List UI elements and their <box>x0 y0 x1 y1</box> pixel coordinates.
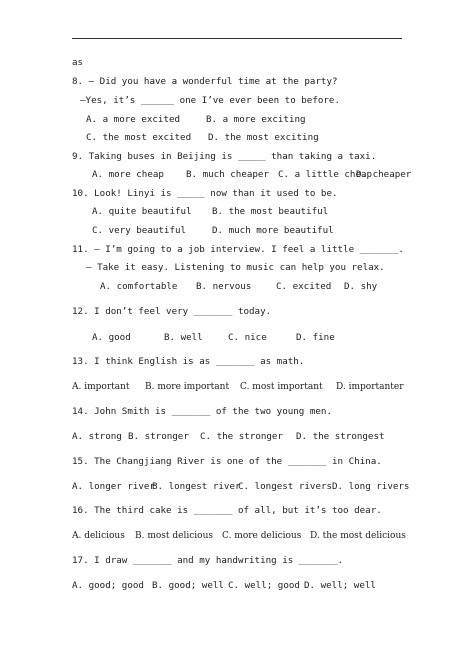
question-12-stem: 12. I don’t feel very _______ today. <box>72 306 272 317</box>
question-10-option-d: D. much more beautiful <box>212 225 334 236</box>
question-11-option-c: C. excited <box>276 281 332 292</box>
question-10-option-a: A. quite beautiful <box>92 206 192 217</box>
question-14-option-a: A. strong <box>72 431 122 442</box>
question-9-option-d: D. cheaper <box>356 169 412 180</box>
question-17-option-c: C. well; good <box>228 580 300 591</box>
question-9-option-a: A. more cheap <box>92 169 164 180</box>
question-15-option-b: B. longest river <box>152 481 241 492</box>
question-17-option-d: D. well; well <box>304 580 376 591</box>
question-15-stem: 15. The Changjiang River is one of the _______ in China. <box>72 456 382 467</box>
question-11-stem: 11. — I’m going to a job interview. I feel a little _______. <box>72 244 404 255</box>
question-12-option-c: C. nice <box>228 332 267 343</box>
question-11-option-a: A. comfortable <box>100 281 178 292</box>
question-13-option-a: A. important <box>72 382 130 392</box>
header-fragment: as <box>72 57 84 68</box>
question-11-stem2: — Take it easy. Listening to music can help you relax. <box>86 262 385 273</box>
header-rule <box>72 38 402 39</box>
question-8-stem2: —Yes, it’s ______ one I’ve ever been to before. <box>80 95 340 106</box>
question-16-stem: 16. The third cake is _______ of all, but it’s too dear. <box>72 505 382 516</box>
question-10-stem: 10. Look! Linyi is _____ now than it used to be. <box>72 188 338 199</box>
question-14-option-b: B. stronger <box>128 431 189 442</box>
question-13-option-d: D. importanter <box>336 382 404 392</box>
question-13-option-b: B. more important <box>145 382 230 392</box>
question-8-option-a: A. a more excited <box>86 114 181 125</box>
question-16-option-b: B. most delicious <box>135 531 213 541</box>
question-8-stem: 8. — Did you have a wonderful time at the party? <box>72 76 338 87</box>
question-13-option-c: C. most important <box>240 382 323 392</box>
question-12-option-b: B. well <box>164 332 203 343</box>
question-8-option-b: B. a more exciting <box>206 114 306 125</box>
question-10-option-b: B. the most beautiful <box>212 206 329 217</box>
question-17-option-b: B. good; well <box>152 580 224 591</box>
question-15-option-d: D. long rivers <box>332 481 410 492</box>
question-15-option-a: A. longer river <box>72 481 155 492</box>
question-14-option-d: D. the strongest <box>296 431 385 442</box>
question-14-stem: 14. John Smith is _______ of the two young men. <box>72 406 332 417</box>
question-11-option-b: B. nervous <box>196 281 252 292</box>
question-12-option-d: D. fine <box>296 332 335 343</box>
question-16-option-c: C. more delicious <box>222 531 302 541</box>
question-10-option-c: C. very beautiful <box>92 225 187 236</box>
question-17-stem: 17. I draw _______ and my handwriting is _______. <box>72 555 344 566</box>
question-9-option-b: B. much cheaper <box>186 169 269 180</box>
question-12-option-a: A. good <box>92 332 131 343</box>
question-8-option-c: C. the most excited <box>86 132 192 143</box>
question-13-stem: 13. I think English is as _______ as math. <box>72 356 305 367</box>
question-17-option-a: A. good; good <box>72 580 144 591</box>
question-16-option-a: A. delicious <box>72 531 125 541</box>
question-9-option-c: C. a little cheap <box>278 169 373 180</box>
question-8-option-d: D. the most exciting <box>208 132 319 143</box>
question-11-option-d: D. shy <box>344 281 378 292</box>
question-16-option-d: D. the most delicious <box>310 531 406 541</box>
question-14-option-c: C. the stronger <box>200 431 283 442</box>
question-15-option-c: C. longest rivers <box>238 481 333 492</box>
question-9-stem: 9. Taking buses in Beijing is _____ than taking a taxi. <box>72 151 377 162</box>
